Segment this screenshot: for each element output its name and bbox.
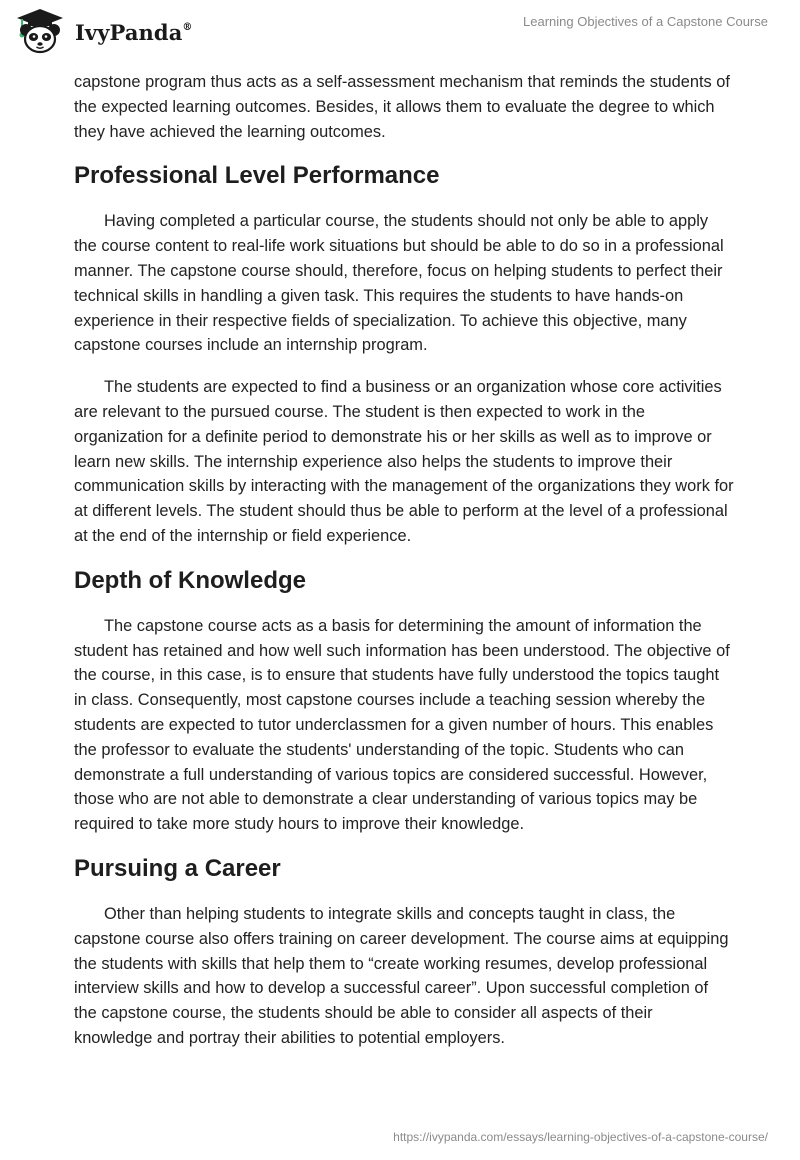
ivypanda-logo[interactable] [14,8,193,54]
paragraph: The students are expected to find a business or an organization whose core activities are relevant to the pursued course. The student is then expected to work in the organization for a definite period to demonstrate his or her skills as well as to improve or learn new skills. The internship experience also helps the students to improve their communication skills by interacting with the management of the organizations they work for at different levels. The student should thus be able to perform at the level of a professional at the end of the internship or field experience. [74,378,734,545]
paragraph: Having completed a particular course, the students should not only be able to apply the course content to real-life work situations but should be able to do so in a professional manner. The capstone course should, therefore, focus on helping students to perfect their technical skills in handling a given task. This requires the students to have hands-on experience in their respective fields of specialization. To achieve this objective, many capstone courses include an internship program. [74,212,724,355]
panda-logo-icon [14,8,66,54]
paragraph: Other than helping students to integrate skills and concepts taught in class, the capstone course also offers training on career development. The course aims at equipping the students with skills that help them to “create working resumes, develop professional interview skills and how to develop a successful career”. Upon successful completion of the capstone course, the students should be able to consider all aspects of their knowledge and portray their abilities to potential employers. [74,904,729,1047]
essay-body [74,70,734,1068]
section-heading-pursuing-a-career: Pursuing a Career [74,854,281,882]
logo-wordmark: IvyPanda® [75,19,193,45]
intro-paragraph: capstone program thus acts as a self-assessment mechanism that reminds the students of the expected learning outcomes. Besides, it allows them to evaluate the degree to which they have achieved the learning outcomes. [74,73,730,141]
source-url-link[interactable]: https://ivypanda.com/essays/learning-objectives-of-a-capstone-course/ [393,1130,768,1144]
section-heading-professional-level-performance: Professional Level Performance [74,162,440,190]
paragraph: The capstone course acts as a basis for determining the amount of information the student has retained and how well such information has been understood. The objective of the course, in this case, is to ensure that students have fully understood the topics taught in class. Consequently, most capstone courses include a teaching session whereby the students are expected to tutor underclassmen for a given number of hours. This enables the professor to evaluate the students' understanding of the topic. Students who can demonstrate a full understanding of various topics are considered successful. However, those who are not able to demonstrate a clear understanding of various topics may be required to take more study hours to improve their knowledge. [74,616,730,834]
page-header [0,0,800,64]
document-title: Learning Objectives of a Capstone Course [523,14,768,29]
section-heading-depth-of-knowledge: Depth of Knowledge [74,566,306,594]
